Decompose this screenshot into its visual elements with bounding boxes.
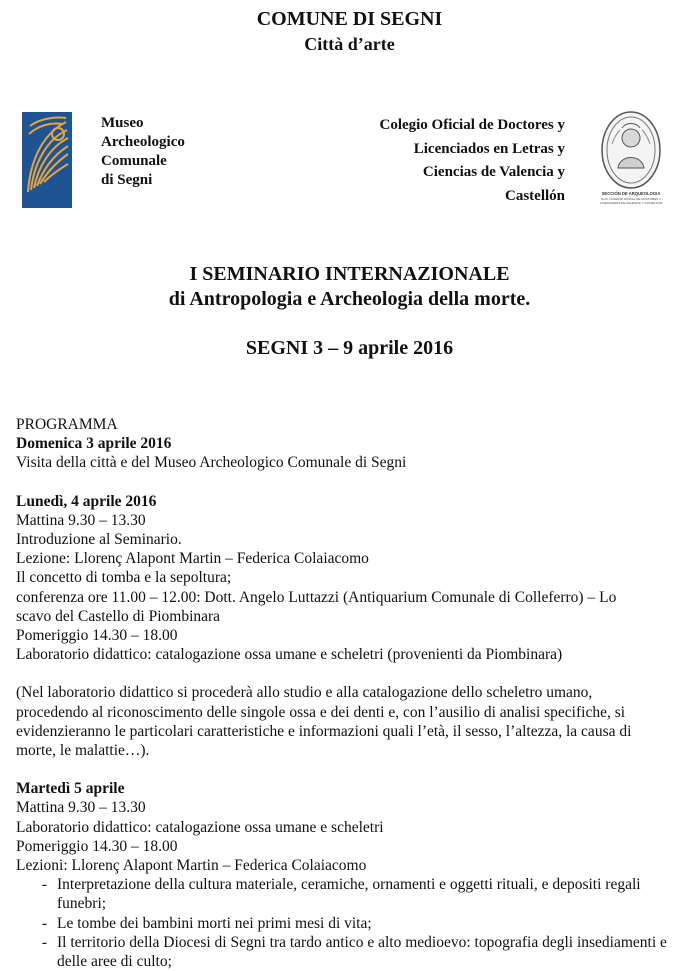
note-line: evidenzieranno le particolari caratteristiche e informazioni quali l’età, il sesso, l’altezza, la causa di — [16, 722, 632, 740]
museum-name — [101, 114, 185, 190]
list-item-text: Interpretazione della cultura materiale, ceramiche, ornamenti e oggetti rituali, e depositi regali funebri; — [57, 876, 641, 913]
program-line: Il concetto di tomba e la sepoltura; — [16, 569, 232, 587]
program-line: Mattina 9.30 – 13.30 — [16, 799, 146, 817]
day-title: Lunedì, 4 aprile 2016 — [16, 492, 157, 510]
dash-bullet: - — [41, 933, 48, 951]
program-line: Lezioni: Llorenç Alapont Martin – Federica Colaiacomo — [16, 857, 367, 875]
seal-emblem-icon — [600, 110, 662, 206]
day-title: Domenica 3 aprile 2016 — [16, 435, 172, 453]
program-heading: PROGRAMMA — [16, 416, 118, 433]
seminar-title-line: I SEMINARIO INTERNAZIONALE — [189, 263, 510, 285]
seal-caption: SECCIÓN DE ARQUEOLOGIA — [601, 191, 661, 196]
list-item — [16, 914, 681, 933]
list-item-text: Il territorio della Diocesi di Segni tra tardo antico e alto medioevo: topografia degli insediamenti e delle aree di culto; — [57, 933, 667, 971]
seal-caption: LICENCIADOS DE VALENCIA Y CASTELLÓN — [600, 201, 662, 205]
list-item — [16, 933, 681, 971]
program-line: scavo del Castello di Piombinara — [16, 607, 221, 625]
program-line: Introduzione al Seminario. — [16, 531, 182, 549]
commune-title: COMUNE DI SEGNI — [256, 8, 443, 30]
college-seal — [600, 110, 662, 206]
program-line: Lezione: Llorenç Alapont Martin – Federica Colaiacomo — [16, 550, 369, 568]
college-name-line: Colegio Oficial de Doctores y — [379, 117, 565, 133]
seminar-title — [0, 262, 699, 312]
program-line: Mattina 9.30 – 13.30 — [16, 511, 146, 529]
program-line: Laboratorio didattico: catalogazione ossa umane e scheletri (provenienti da Piombinara) — [16, 646, 563, 664]
seal-caption: ILUS. COLEGIO OFICIAL DE DOCTORES Y — [601, 197, 661, 201]
day-text: Visita della città e del Museo Archeologico Comunale di Segni — [16, 454, 407, 472]
college-name — [379, 114, 565, 208]
city-subtitle: Città d’arte — [304, 34, 395, 54]
program-line: Pomeriggio 14.30 – 18.00 — [16, 627, 178, 645]
program-line: conferenza ore 11.00 – 12.00: Dott. Angelo Luttazzi (Antiquarium Comunale di Colleferro) – Lo — [16, 588, 617, 606]
seminar-dates: SEGNI 3 – 9 aprile 2016 — [245, 337, 454, 359]
note-line: morte, le malattie…). — [16, 742, 150, 760]
seminar-title-line: di Antropologia e Archeologia della morte. — [168, 288, 531, 310]
program-line: Laboratorio didattico: catalogazione ossa umane e scheletri — [16, 818, 384, 836]
day-title: Martedì 5 aprile — [16, 780, 125, 798]
museum-name-line: Museo — [101, 115, 144, 131]
note-line: (Nel laboratorio didattico si procederà allo studio e alla catalogazione dello scheletro umano, — [16, 684, 593, 702]
note-line: procedendo al riconoscimento delle singole ossa e dei denti e, con l’ausilio di analisi specifiche, si — [16, 703, 626, 721]
college-name-line: Licenciados en Letras y — [413, 140, 565, 157]
museum-logo — [22, 112, 72, 208]
program-section — [16, 415, 681, 971]
museum-name-line: di Segni — [101, 172, 153, 188]
college-name-line: Castellón — [505, 187, 565, 204]
list-item-text: Le tombe dei bambini morti nei primi mesi di vita; — [57, 914, 372, 932]
college-name-line: Ciencias de Valencia y — [422, 164, 565, 180]
program-line: Pomeriggio 14.30 – 18.00 — [16, 837, 178, 855]
museum-name-line: Archeologico — [101, 134, 185, 150]
dash-bullet: - — [41, 914, 48, 932]
list-item — [16, 875, 681, 913]
dash-bullet: - — [41, 876, 48, 894]
museum-name-line: Comunale — [101, 153, 167, 169]
spiral-emblem-icon — [22, 112, 72, 208]
